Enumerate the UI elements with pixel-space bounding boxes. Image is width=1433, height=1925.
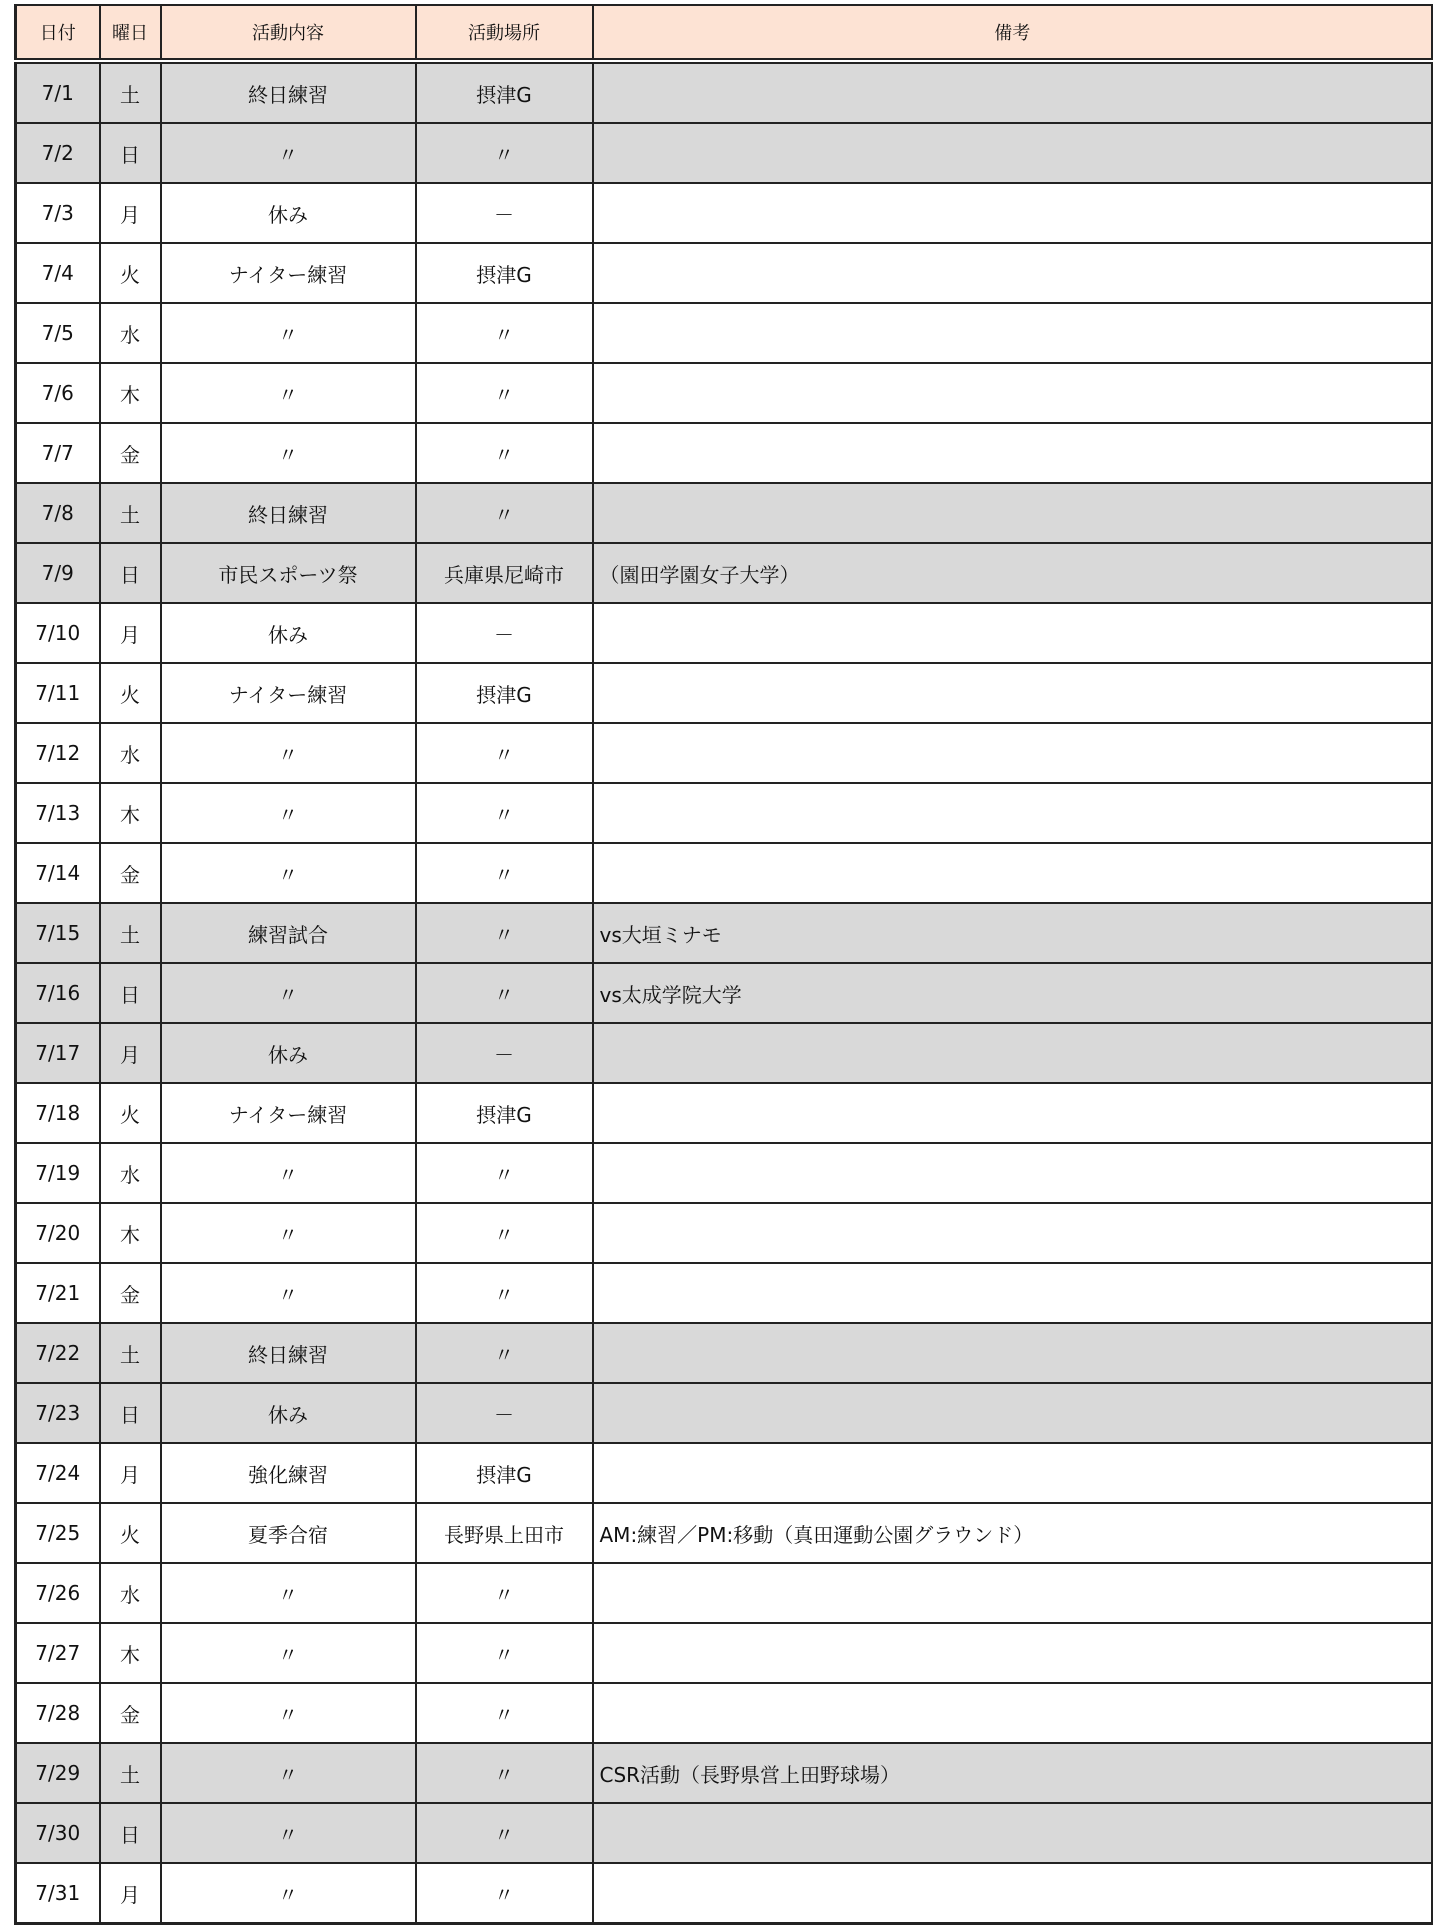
date-cell: 7/2 bbox=[16, 123, 100, 183]
place-cell: 〃 bbox=[416, 723, 593, 783]
note-cell: CSR活動（長野県営上田野球場） bbox=[593, 1743, 1433, 1803]
date-cell: 7/16 bbox=[16, 963, 100, 1023]
activity-cell: 〃 bbox=[161, 1623, 416, 1683]
date-cell: 7/15 bbox=[16, 903, 100, 963]
table-row bbox=[16, 1023, 1433, 1083]
table-row bbox=[16, 663, 1433, 723]
place-cell: 兵庫県尼崎市 bbox=[416, 543, 593, 603]
date-cell: 7/19 bbox=[16, 1143, 100, 1203]
date-cell: 7/24 bbox=[16, 1443, 100, 1503]
note-cell bbox=[593, 61, 1433, 123]
day-of-week-cell: 水 bbox=[100, 1143, 161, 1203]
note-cell bbox=[593, 1383, 1433, 1443]
note-cell bbox=[593, 123, 1433, 183]
note-cell bbox=[593, 603, 1433, 663]
activity-cell: 〃 bbox=[161, 1803, 416, 1863]
date-cell: 7/29 bbox=[16, 1743, 100, 1803]
note-cell bbox=[593, 423, 1433, 483]
activity-cell: ナイター練習 bbox=[161, 1083, 416, 1143]
place-cell: 摂津G bbox=[416, 243, 593, 303]
day-of-week-cell: 月 bbox=[100, 1023, 161, 1083]
activity-cell: ナイター練習 bbox=[161, 243, 416, 303]
date-cell: 7/9 bbox=[16, 543, 100, 603]
day-of-week-cell: 日 bbox=[100, 1803, 161, 1863]
date-cell: 7/4 bbox=[16, 243, 100, 303]
day-of-week-cell: 火 bbox=[100, 1083, 161, 1143]
day-of-week-cell: 金 bbox=[100, 843, 161, 903]
activity-cell: 〃 bbox=[161, 723, 416, 783]
table-row bbox=[16, 603, 1433, 663]
date-cell: 7/1 bbox=[16, 61, 100, 123]
day-of-week-cell: 土 bbox=[100, 483, 161, 543]
day-of-week-cell: 日 bbox=[100, 1383, 161, 1443]
place-cell: 〃 bbox=[416, 1623, 593, 1683]
note-cell bbox=[593, 1083, 1433, 1143]
note-cell bbox=[593, 1863, 1433, 1924]
date-cell: 7/27 bbox=[16, 1623, 100, 1683]
date-cell: 7/22 bbox=[16, 1323, 100, 1383]
activity-cell: ナイター練習 bbox=[161, 663, 416, 723]
note-cell: AM:練習／PM:移動（真田運動公園グラウンド） bbox=[593, 1503, 1433, 1563]
day-of-week-cell: 火 bbox=[100, 1503, 161, 1563]
activity-cell: 〃 bbox=[161, 1863, 416, 1924]
note-cell bbox=[593, 1023, 1433, 1083]
table-row bbox=[16, 1623, 1433, 1683]
day-of-week-cell: 月 bbox=[100, 1863, 161, 1924]
day-of-week-cell: 水 bbox=[100, 723, 161, 783]
place-cell: 〃 bbox=[416, 783, 593, 843]
place-cell: 〃 bbox=[416, 1803, 593, 1863]
date-cell: 7/28 bbox=[16, 1683, 100, 1743]
table-row bbox=[16, 61, 1433, 123]
day-of-week-cell: 土 bbox=[100, 903, 161, 963]
table-row bbox=[16, 1263, 1433, 1323]
day-of-week-cell: 火 bbox=[100, 663, 161, 723]
place-cell: 〃 bbox=[416, 1743, 593, 1803]
day-of-week-cell: 日 bbox=[100, 543, 161, 603]
day-of-week-cell: 月 bbox=[100, 603, 161, 663]
table-row bbox=[16, 363, 1433, 423]
date-cell: 7/23 bbox=[16, 1383, 100, 1443]
day-of-week-cell: 木 bbox=[100, 363, 161, 423]
date-cell: 7/26 bbox=[16, 1563, 100, 1623]
activity-cell: 終日練習 bbox=[161, 483, 416, 543]
activity-cell: 終日練習 bbox=[161, 61, 416, 123]
table-row bbox=[16, 1323, 1433, 1383]
table-row bbox=[16, 1383, 1433, 1443]
note-cell bbox=[593, 1623, 1433, 1683]
activity-cell: 〃 bbox=[161, 1683, 416, 1743]
activity-cell: 〃 bbox=[161, 363, 416, 423]
header-row bbox=[16, 5, 1433, 61]
note-cell bbox=[593, 843, 1433, 903]
activity-cell: 休み bbox=[161, 603, 416, 663]
date-cell: 7/17 bbox=[16, 1023, 100, 1083]
date-cell: 7/11 bbox=[16, 663, 100, 723]
note-cell: vs大垣ミナモ bbox=[593, 903, 1433, 963]
activity-cell: 〃 bbox=[161, 423, 416, 483]
date-cell: 7/31 bbox=[16, 1863, 100, 1924]
date-cell: 7/13 bbox=[16, 783, 100, 843]
place-cell: 〃 bbox=[416, 1143, 593, 1203]
place-cell: 摂津G bbox=[416, 1083, 593, 1143]
place-cell: 〃 bbox=[416, 1263, 593, 1323]
day-of-week-cell: 水 bbox=[100, 303, 161, 363]
activity-cell: 終日練習 bbox=[161, 1323, 416, 1383]
place-cell: 〃 bbox=[416, 123, 593, 183]
place-cell: 〃 bbox=[416, 1563, 593, 1623]
table-row bbox=[16, 843, 1433, 903]
header-day-of-week: 曜日 bbox=[100, 5, 161, 61]
note-cell bbox=[593, 663, 1433, 723]
note-cell bbox=[593, 1443, 1433, 1503]
date-cell: 7/5 bbox=[16, 303, 100, 363]
table-row bbox=[16, 1863, 1433, 1924]
activity-cell: 〃 bbox=[161, 1743, 416, 1803]
activity-cell: 練習試合 bbox=[161, 903, 416, 963]
table-row bbox=[16, 723, 1433, 783]
day-of-week-cell: 金 bbox=[100, 423, 161, 483]
day-of-week-cell: 月 bbox=[100, 1443, 161, 1503]
place-cell: 長野県上田市 bbox=[416, 1503, 593, 1563]
activity-cell: 休み bbox=[161, 183, 416, 243]
note-cell bbox=[593, 1803, 1433, 1863]
date-cell: 7/8 bbox=[16, 483, 100, 543]
note-cell bbox=[593, 1263, 1433, 1323]
table-row bbox=[16, 183, 1433, 243]
day-of-week-cell: 木 bbox=[100, 1203, 161, 1263]
activity-cell: 〃 bbox=[161, 303, 416, 363]
day-of-week-cell: 木 bbox=[100, 783, 161, 843]
activity-cell: 強化練習 bbox=[161, 1443, 416, 1503]
activity-cell: 市民スポーツ祭 bbox=[161, 543, 416, 603]
day-of-week-cell: 月 bbox=[100, 183, 161, 243]
date-cell: 7/14 bbox=[16, 843, 100, 903]
place-cell: 〃 bbox=[416, 1323, 593, 1383]
activity-cell: 〃 bbox=[161, 1203, 416, 1263]
activity-cell: 〃 bbox=[161, 783, 416, 843]
date-cell: 7/30 bbox=[16, 1803, 100, 1863]
day-of-week-cell: 金 bbox=[100, 1683, 161, 1743]
note-cell bbox=[593, 1563, 1433, 1623]
place-cell: 〃 bbox=[416, 363, 593, 423]
table-row bbox=[16, 543, 1433, 603]
table-row bbox=[16, 1143, 1433, 1203]
date-cell: 7/3 bbox=[16, 183, 100, 243]
table-row bbox=[16, 423, 1433, 483]
place-cell: 〃 bbox=[416, 963, 593, 1023]
header-place: 活動場所 bbox=[416, 5, 593, 61]
day-of-week-cell: 土 bbox=[100, 1743, 161, 1803]
place-cell: － bbox=[416, 1023, 593, 1083]
place-cell: 〃 bbox=[416, 423, 593, 483]
schedule-table bbox=[14, 4, 1433, 1925]
place-cell: － bbox=[416, 603, 593, 663]
table-row bbox=[16, 963, 1433, 1023]
header-date: 日付 bbox=[16, 5, 100, 61]
date-cell: 7/7 bbox=[16, 423, 100, 483]
note-cell bbox=[593, 1683, 1433, 1743]
activity-cell: 〃 bbox=[161, 1143, 416, 1203]
table-row bbox=[16, 903, 1433, 963]
note-cell bbox=[593, 783, 1433, 843]
table-row bbox=[16, 483, 1433, 543]
table-row bbox=[16, 1743, 1433, 1803]
day-of-week-cell: 日 bbox=[100, 963, 161, 1023]
place-cell: 摂津G bbox=[416, 1443, 593, 1503]
table-row bbox=[16, 1803, 1433, 1863]
day-of-week-cell: 土 bbox=[100, 1323, 161, 1383]
table-row bbox=[16, 1503, 1433, 1563]
table-row bbox=[16, 1083, 1433, 1143]
table-row bbox=[16, 1203, 1433, 1263]
day-of-week-cell: 水 bbox=[100, 1563, 161, 1623]
place-cell: － bbox=[416, 1383, 593, 1443]
table-row bbox=[16, 1563, 1433, 1623]
date-cell: 7/12 bbox=[16, 723, 100, 783]
date-cell: 7/6 bbox=[16, 363, 100, 423]
note-cell bbox=[593, 483, 1433, 543]
table-row bbox=[16, 1683, 1433, 1743]
place-cell: 〃 bbox=[416, 1203, 593, 1263]
place-cell: 〃 bbox=[416, 1683, 593, 1743]
note-cell: vs太成学院大学 bbox=[593, 963, 1433, 1023]
place-cell: 〃 bbox=[416, 483, 593, 543]
note-cell bbox=[593, 1143, 1433, 1203]
table-header bbox=[16, 5, 1433, 61]
activity-cell: 〃 bbox=[161, 1563, 416, 1623]
place-cell: 〃 bbox=[416, 1863, 593, 1924]
table-row bbox=[16, 783, 1433, 843]
day-of-week-cell: 木 bbox=[100, 1623, 161, 1683]
activity-cell: 〃 bbox=[161, 963, 416, 1023]
day-of-week-cell: 日 bbox=[100, 123, 161, 183]
table-row bbox=[16, 1443, 1433, 1503]
activity-cell: 夏季合宿 bbox=[161, 1503, 416, 1563]
activity-cell: 〃 bbox=[161, 843, 416, 903]
date-cell: 7/10 bbox=[16, 603, 100, 663]
place-cell: 〃 bbox=[416, 903, 593, 963]
header-activity: 活動内容 bbox=[161, 5, 416, 61]
day-of-week-cell: 土 bbox=[100, 61, 161, 123]
table-row bbox=[16, 303, 1433, 363]
date-cell: 7/25 bbox=[16, 1503, 100, 1563]
place-cell: 〃 bbox=[416, 843, 593, 903]
note-cell bbox=[593, 303, 1433, 363]
note-cell: （園田学園女子大学） bbox=[593, 543, 1433, 603]
place-cell: 〃 bbox=[416, 303, 593, 363]
note-cell bbox=[593, 1323, 1433, 1383]
activity-cell: 〃 bbox=[161, 1263, 416, 1323]
note-cell bbox=[593, 243, 1433, 303]
note-cell bbox=[593, 1203, 1433, 1263]
note-cell bbox=[593, 723, 1433, 783]
table-row bbox=[16, 243, 1433, 303]
date-cell: 7/21 bbox=[16, 1263, 100, 1323]
table-row bbox=[16, 123, 1433, 183]
activity-cell: 休み bbox=[161, 1023, 416, 1083]
activity-cell: 〃 bbox=[161, 123, 416, 183]
day-of-week-cell: 火 bbox=[100, 243, 161, 303]
place-cell: 摂津G bbox=[416, 663, 593, 723]
place-cell: － bbox=[416, 183, 593, 243]
header-note: 備考 bbox=[593, 5, 1433, 61]
day-of-week-cell: 金 bbox=[100, 1263, 161, 1323]
place-cell: 摂津G bbox=[416, 61, 593, 123]
note-cell bbox=[593, 183, 1433, 243]
note-cell bbox=[593, 363, 1433, 423]
activity-cell: 休み bbox=[161, 1383, 416, 1443]
table-body bbox=[16, 61, 1433, 1924]
date-cell: 7/20 bbox=[16, 1203, 100, 1263]
date-cell: 7/18 bbox=[16, 1083, 100, 1143]
